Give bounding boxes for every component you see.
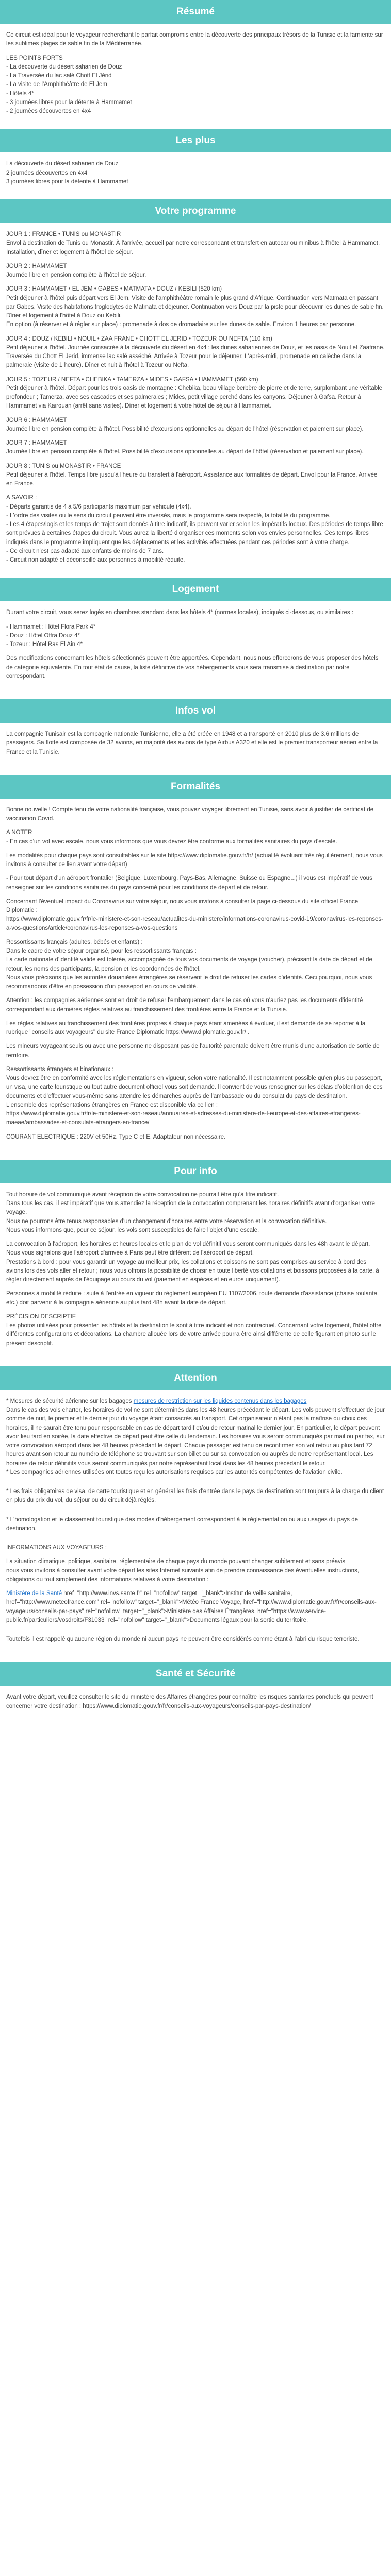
hotels-list [6,623,385,650]
day-heading: JOUR 6 : HAMMAMET [6,417,67,423]
day-heading: JOUR 7 : HAMMAMET [6,440,67,446]
list-item: - Tozeur : Hôtel Ras El Ain 4* [6,641,83,648]
resume-intro: Ce circuit est idéal pour le voyageur recherchant le parfait compromis entre la découverte des principaux trésors de la Tunisie et la farniente sur les sublimes plages de sable fin de la Méditerranée. [6,32,383,47]
precision-text: Les photos utilisées pour présenter les hôtels et la destination le sont à titre indicatif et non contractuel. Concernant votre logement, l'hôtel offre différentes configurations et décorations. La chambre allouée lors de votre arrivée pourra être ainsi différente de celle figurant en photo sur le présent descriptif. [6,1323,382,1347]
day-heading: JOUR 2 : HAMMAMET [6,263,67,269]
section-plus [0,152,391,195]
courant-electrique: COURANT ELECTRIQUE : 220V et 50Hz. Type C et E. Adaptateur non nécessaire. [6,1133,226,1140]
sante-text: Avant votre départ, veuillez consulter le site du ministère des Affaires étrangères pour connaître les risques sanitaires ponctuels qui peuvent concerner votre destination : https://www.diplomatie.gouv.fr/fr/conseils-aux-voyageurs/conseils-par-pays-destination/ [6,1694,373,1709]
pour-info-p1: Tout horaire de vol communiqué avant réception de votre convocation ne pourrait être qu'à titre indicatif. Dans tous les cas, il est impératif que vous attendiez la réception de la convocation comprenant les horaires définitifs avant d'organiser votre voyage. Nous ne pourrons être tenus responsables d'un changement d'horaires entre votre réservation et la convocation définitive. Nous vous informons que, pour ce séjour, les vols sont susceptibles de faire l'objet d'une escale. [6,1191,375,1233]
sites-text: href="http://www.invs.sante.fr" rel="nofollow" target="_blank">Institut de veille sanitaire, href="http://www.meteofrance.com" rel="nofollow" target="_blank">Météo France Voyage, href="http://www.diplomatie.gouv.fr/fr/conseils-aux-voyageurs/conseils-par-pays" rel="nofollow" target="_blank">Ministère des Affaires Étrangères, href="https://www.service-public.fr/particuliers/vosdroits/F31033" rel="nofollow" target="_blank">Documents légaux pour la sortie du territoire. [6,1590,377,1623]
day-heading: JOUR 3 : HAMMAMET • EL JEM • GABES • MATMATA • DOUZ / KEBILI (520 km) [6,286,222,293]
day-text: Petit déjeuner à l'hôtel. Temps libre jusqu'à l'heure du transfert à l'aéroport. Assistance aux formalités de départ. Envol pour la France. Arrivée en France. [6,471,378,487]
list-item: - 3 journées libres pour la détente à Hammamet [6,99,132,106]
list-item: - Hôtels 4* [6,90,34,97]
day-3 [6,285,385,329]
sante-link[interactable]: Ministère de la Santé [6,1590,62,1597]
section-header-programme: Votre programme [0,199,391,223]
closing-text: Toutefois il est rappelé qu'aucune région du monde ni aucun pays ne peuvent être considérés comme étant à l'abri du risque terroriste. [6,1636,360,1642]
pour-info-p2: La convocation à l'aéroport, les horaires et heures locales et le plan de vol définitif vous seront communiqués dans les 48h avant le départ. Nous vous signalons que l'aéroport d'arrivée à Paris peut être différent de l'aéroport de départ. Prestations à bord : pour vous garantir un voyage au meilleur prix, les collations et boissons ne sont pas comprises au service à bord des avions lors des vols aller et retour ; nous vous offrons la possibilité de choisir en toute liberté vos collations et boissons proposées à la carte, à régler directement auprès de l'équipage au cours du vol (paiement en espèces et en euros uniquement). [6,1241,379,1283]
day-4 [6,335,385,370]
attention-p1-rest: Dans le cas des vols charter, les horaires de vol ne sont déterminés dans les 48 heures précédant le départ. Les vols peuvent s'effectuer de jour comme de nuit, le premier et le dernier jour du voyage étant consacrés au transport. Cet organisateur n'étant pas la maîtrise du choix des horaires, il ne saurait être tenu pour responsable en cas de départ tardif et/ou de retour matinal le dernier jour. En particulier, le départ peuvent avoir lieu tard en soirée, la date effective de départ peut être celle du lendemain. Les horaires vous seront communiqués par mail ou par fax, sur votre convocation aéroport dans les 48 heures précédant le départ. Chaque passager est tenu de reconfirmer son vol retour au plus tard 72 heures avant son retour au numéro de téléphone se trouvant sur son billet ou sur sa convocation ou auprès de notre représentant local. Les horaires de retour définitifs vous seront communiqués par notre représentant local dans les 48 heures précédant le retour. * Les compagnies aériennes utilisées ont toutes reçu les autorisations requises par les autorités compétentes de l'aviation civile. [6,1407,385,1476]
day-heading: JOUR 1 : FRANCE • TUNIS ou MONASTIR [6,231,121,238]
section-programme [0,223,391,573]
points-list [6,63,385,116]
day-text: Envol à destination de Tunis ou Monastir. À l'arrivée, accueil par notre correspondant et transfert en autocar ou minibus à l'hôtel à Hammamet. Installation, dîner et logement à l'hôtel de séjour. [6,240,380,256]
ressortissants-text: Dans le cadre de votre séjour organisé, pour les ressortissants français : La carte nationale d'identité valide est tolérée, accompagnée de tous vos documents de voyage (voucher), précisant la date de départ et de retour, les noms des participants, la pension et les coordonnées de l'hôtel. Nous vous précisons que les autorités douanières étrangères se réservent le droit de refuser les cartes d'identité. Ceci pourquoi, nous vous recommandons d'être en possession d'un passeport en cours de validité. [6,948,372,990]
list-item: - 2 journées découvertes en 4x4 [6,108,91,114]
section-sante [0,1686,391,1724]
regles-para: Les règles relatives au franchissement des frontières propres à chaque pays étant amenées à évoluer, il est demandé de se reporter à la rubrique "conseils aux voyageurs" du site France Diplomatie https://www.diplomatie.gouv.fr/ . [6,1020,366,1036]
day-text: Journée libre en pension complète à l'hôtel. Possibilité d'excursions optionnelles au départ de l'hôtel (réservation et paiement sur place). [6,426,364,432]
day-7 [6,439,385,457]
precision-title: PRÉCISION DESCRIPTIF [6,1313,76,1320]
list-item: - Départs garantis de 4 à 5/6 participants maximum par véhicule (4x4). [6,503,191,510]
section-header-plus: Les plus [0,129,391,152]
day-2 [6,262,385,280]
section-header-sante: Santé et Sécurité [0,1662,391,1686]
list-item: - La découverte du désert saharien de Douz [6,63,122,70]
coronavirus-note: Concernant l'éventuel impact du Coronavirus sur votre séjour, nous vous invitons à consulter la page ci-dessous du site officiel France Diplomatie : https://www.diplomatie.gouv.fr/fr/le-ministere-et-son-reseau/actualites-du-ministere/informations-coronavirus-covid-19/coronavirus-les-reponses-a-vos-questions/article/coronavirus-les-reponses-a-vos-questions [6,898,383,931]
attention-p2: * Les frais obligatoires de visa, de carte touristique et en général les frais d'entrée dans le pays de destination sont toujours à la charge du client en plus du prix du vol, du séjour ou du circuit déjà réglés. [6,1488,384,1504]
noter-item: - Pour tout départ d'un aéroport frontalier (Belgique, Luxembourg, Pays-Bas, Allemagne, Suisse ou Espagne...) il vous est impératif de vous renseigner sur les conditions sanitaires du pays concerné pour les conditions de départ et de retour. [6,875,372,891]
day-text: Petit déjeuner à l'hôtel. Journée consacrée à la découverte du désert en 4x4 : les dunes sahariennes de Douz, et les oasis de Nouil et Zaafrane. Traversée du Chott El Jerid, immense lac salé asséché. Arrivée à Tozeur pour le déjeuner. L'après-midi, promenade en calèche dans la palmeraie (visite de 1 heure). Dîner et nuit à l'hôtel à Tozeur ou Nefta. [6,344,385,369]
infos-voyageurs-title: INFORMATIONS AUX VOYAGEURS : [6,1545,107,1551]
formalites-intro: Bonne nouvelle ! Compte tenu de votre nationalité française, vous pouvez voyager librement en Tunisie, sans avoir à justifier de certificat de vaccination Covid. [6,806,374,822]
list-item: - La visite de l'Amphithéâtre de El Jem [6,81,107,88]
section-attention [0,1390,391,1658]
ressortissants-title: Ressortissants français (adultes, bébés et enfants) : [6,939,143,945]
list-item: - La Traversée du lac salé Chott El Jérid [6,73,112,79]
know-title: A SAVOIR : [6,495,37,501]
list-item: 3 journées libres pour la détente à Hammamet [6,178,128,185]
infos-voyageurs-text: La situation climatique, politique, sanitaire, réglementaire de chaque pays du monde pouvant changer subitement et sans préavis nous vous invitons à consulter avant votre départ les sites Internet suivants afin de prendre connaissance des éventuelles instructions, obligations ou tout simplement des informations relatives à votre destination : [6,1558,360,1583]
attention-para: Attention : les compagnies aériennes sont en droit de refuser l'embarquement dans le cas où vous n'auriez pas les documents d'identité correspondant aux dernières règles relatives au franchissement des frontières entre la France et la Tunisie. [6,997,363,1013]
day-heading: JOUR 4 : DOUZ / KEBILI • NOUIL • ZAA FRANE • CHOTT EL JERID • TOZEUR OU NEFTA (110 km) [6,335,272,342]
etrangers-title: Ressortissants étrangers et binationaux : [6,1066,114,1073]
plus-list [6,160,385,187]
mineurs-para: Les mineurs voyageant seuls ou avec une personne ne disposant pas de l'autorité parentale doivent être munis d'une autorisation de sortie de territoire. [6,1043,380,1059]
day-8 [6,462,385,489]
points-title: LES POINTS FORTS [6,55,63,61]
day-heading: JOUR 8 : TUNIS ou MONASTIR • FRANCE [6,463,121,469]
section-header-attention: Attention [0,1366,391,1390]
section-infos-vol [0,723,391,770]
list-item: - Douz : Hôtel Offra Douz 4* [6,632,80,639]
attention-p1-prefix: * Mesures de sécurité aérienne sur les bagages [6,1398,134,1404]
day-text: Journée libre en pension complète à l'hôtel. Possibilité d'excursions optionnelles au départ de l'hôtel (réservation et paiement sur place). [6,449,364,455]
attention-p1 [6,1397,385,1477]
day-1 [6,230,385,257]
sites-list [6,1589,385,1625]
noter-item: Les modalités pour chaque pays sont consultables sur le site https://www.diplomatie.gouv.fr/fr/ (actualité évoluant très régulièrement, nous vous invitons à consulter ce lien avant votre départ) [6,852,383,868]
logement-intro: Durant votre circuit, vous serez logés en chambres standard dans les hôtels 4* (normes locales), indiqués ci-dessous, ou similaires : [6,609,354,616]
section-logement [0,601,391,694]
section-pour-info [0,1183,391,1362]
section-formalites [0,799,391,1155]
section-header-logement: Logement [0,578,391,601]
list-item: 2 journées découvertes en 4x4 [6,170,88,176]
list-item: - L'ordre des visites ou le sens du circuit peuvent être inversés, mais le programme sera respecté, la totalité du programme. [6,512,331,519]
liquids-restriction-link[interactable]: mesures de restriction sur les liquides contenus dans les bagages [133,1398,307,1404]
list-item: - Ce circuit n'est pas adapté aux enfants de moins de 7 ans. [6,548,164,554]
day-text: Petit déjeuner à l'hôtel. Départ pour les trois oasis de montagne : Chebika, beau village berbère de pierre et de terre, surplombant une véritable profondeur ; Tamerza, avec ses cascades et ses palmeraies ; Mides, petit village perché dans les canyons. Déjeuner à Gafsa. Retour à Hammamet via Kairouan (arrêt sans visites). Dîner et logement à votre hôtel de séjour à Hammamet. [6,385,383,410]
etrangers-text: Vous devrez être en conformité avec les réglementations en vigueur, selon votre nationalité. Il est notamment possible qu'en plus du passeport, un visa, une carte touristique ou tout autre document officiel vous soit demandé. Il convient de vous renseigner sur les délais d'obtention de ces documents et d'effectuer vous-même sans attendre les démarches auprès de l'ambassade ou du consulat du pays de destination. L'ensemble des représentations étrangères en France est disponible via ce lien : https://www.diplomatie.gouv.fr/fr/le-ministere-et-son-reseau/annuaires-et-adresses-du-ministere-de-l-europe-et-des-affaires-etrangeres-maeae/ambassades-et-consulats-etrangers-en-france/ [6,1075,383,1126]
section-header-formalites: Formalités [0,775,391,799]
list-item: - Hammamet : Hôtel Flora Park 4* [6,623,96,630]
day-6 [6,416,385,434]
section-header-pour-info: Pour info [0,1160,391,1183]
noter-title: A NOTER [6,829,32,836]
list-item: - Les 4 étapes/logis et les temps de trajet sont donnés à titre indicatif, ils peuvent varier selon les impératifs locaux. Des périodes de temps libre sont prévues à certaines étapes du circuit. Vous aurez la liberté d'organiser ces moments selon vos envies personnelles. Ces temps libres indiqués dans le programme impliquent que les déplacements et les activités effectuées pendant ces périodes sont à votre charge. [6,521,383,546]
list-item: La découverte du désert saharien de Douz [6,161,119,167]
section-resume [0,24,391,124]
pour-info-p3: Personnes à mobilité réduite : suite à l'entrée en vigueur du règlement européen EU 1107/2006, toute demande d'assistance (chaise roulante, etc.) doit parvenir à la compagnie aérienne au plus tard 48h avant la date de départ. [6,1291,379,1306]
list-item: - Circuit non adapté et déconseillé aux personnes à mobilité réduite. [6,557,185,563]
logement-note: Des modifications concernant les hôtels sélectionnés peuvent être apportées. Cependant, nous nous efforcerons de vous proposer des hôtels de catégorie équivalente. En tout état de cause, la liste définitive de vos hébergements vous sera transmise à destination par notre correspondant. [6,655,379,680]
attention-p3: * L'homologation et le classement touristique des modes d'hébergement correspondent à la réglementation ou aux usages du pays de destination. [6,1516,359,1532]
know-list [6,503,385,565]
day-text: Journée libre en pension complète à l'hôtel de séjour. [6,272,146,278]
day-heading: JOUR 5 : TOZEUR / NEFTA • CHEBIKA • TAMERZA • MIDES • GAFSA • HAMMAMET (560 km) [6,376,258,383]
day-5 [6,376,385,411]
infos-vol-text: La compagnie Tunisair est la compagnie nationale Tunisienne, elle a été créée en 1948 et a transporté en 2010 plus de 3.6 millions de passagers. Sa flotte est composée de 32 avions, en majorité des avions de type Airbus A320 et elle est le premier transporteur aérien entre la France et la Tunisie. [6,731,378,755]
noter-item: - En cas d'un vol avec escale, nous vous informons que vous devrez être conforme aux formalités sanitaires du pays d'escale. [6,838,337,845]
section-header-resume: Résumé [0,0,391,24]
day-text: Petit déjeuner à l'hôtel puis départ vers El Jem. Visite de l'amphithéâtre romain le plus grand d'Afrique. Continuation vers Matmata en passant par Gabes. Visite des habitations troglodytes de Matmata et déjeuner. Continuation vers Douz par la piste pour découvrir les dunes de sable fin. Dîner et logement à l'hôtel à Douz ou Kebili. En option (à réserver et à régler sur place) : promenade à dos de dromadaire sur les dunes de sable. Environ 1 heures par personne. [6,295,384,328]
section-header-infos-vol: Infos vol [0,699,391,723]
